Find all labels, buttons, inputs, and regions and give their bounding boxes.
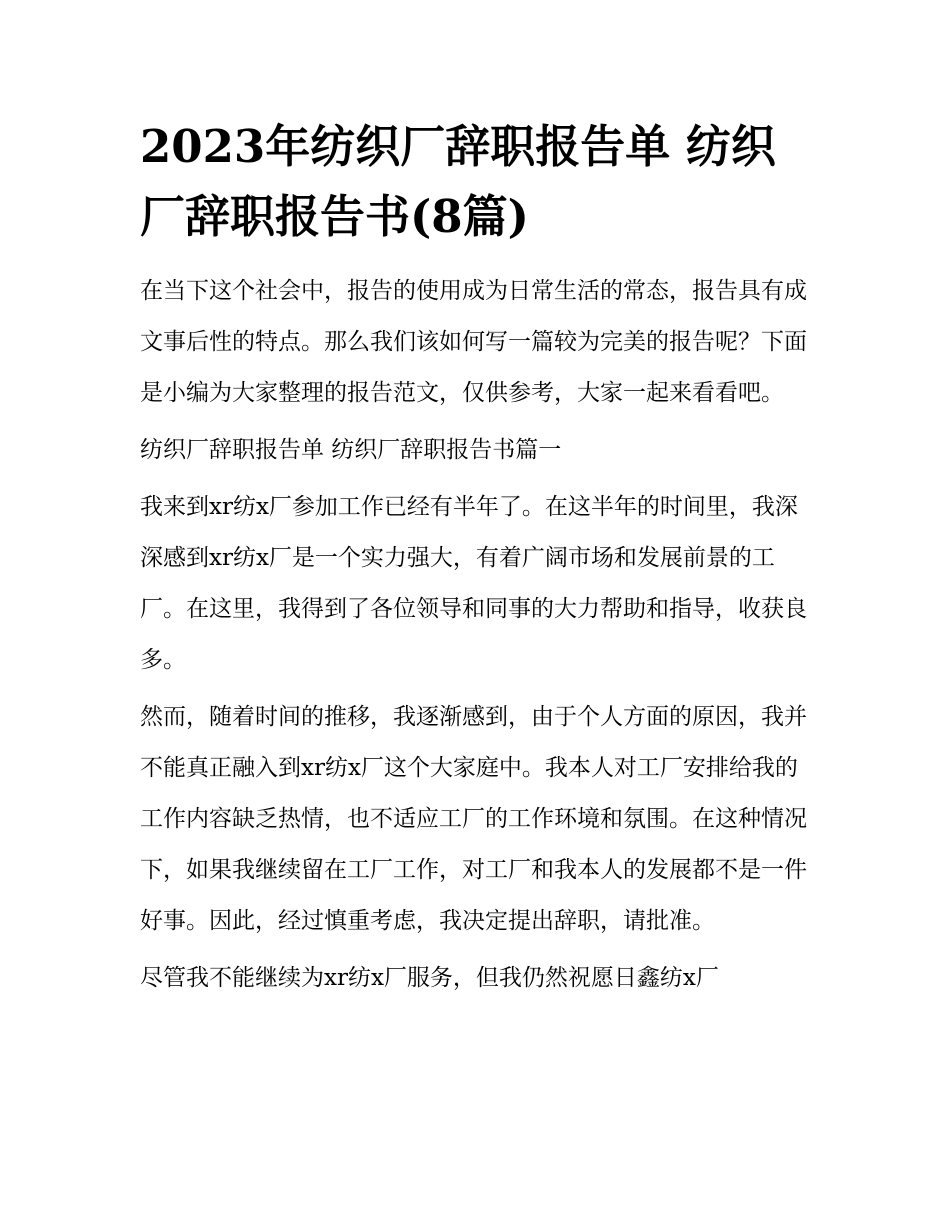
document-body <box>140 112 815 1004</box>
body-paragraph: 我来到xr纺x厂参加工作已经有半年了。在这半年的时间里，我深深感到xr纺x厂是一个实力强大，有着广阔市场和发展前景的工厂。在这里，我得到了各位领导和同事的大力帮助和指导，收获良多。 <box>140 494 807 673</box>
body-paragraph: 尽管我不能继续为xr纺x厂服务，但我仍然祝愿日鑫纺x厂 <box>140 965 719 991</box>
document-title: 2023年纺织厂辞职报告单 纺织厂辞职报告书(8篇) <box>140 120 776 243</box>
intro-paragraph: 在当下这个社会中，报告的使用成为日常生活的常态，报告具有成文事后性的特点。那么我们该如何写一篇较为完美的报告呢？下面是小编为大家整理的报告范文，仅供参考，大家一起来看看吧。 <box>140 278 807 406</box>
section-heading: 纺织厂辞职报告单 纺织厂辞职报告书篇一 <box>140 437 562 463</box>
body-paragraph: 然而，随着时间的推移，我逐渐感到，由于个人方面的原因，我并不能真正融入到xr纺x厂这个大家庭中。我本人对工厂安排给我的工作内容缺乏热情，也不适应工厂的工作环境和氛围。在这种情况下，如果我继续留在工厂工作，对工厂和我本人的发展都不是一件好事。因此，经过慎重考虑，我决定提出辞职，请批准。 <box>140 704 807 934</box>
